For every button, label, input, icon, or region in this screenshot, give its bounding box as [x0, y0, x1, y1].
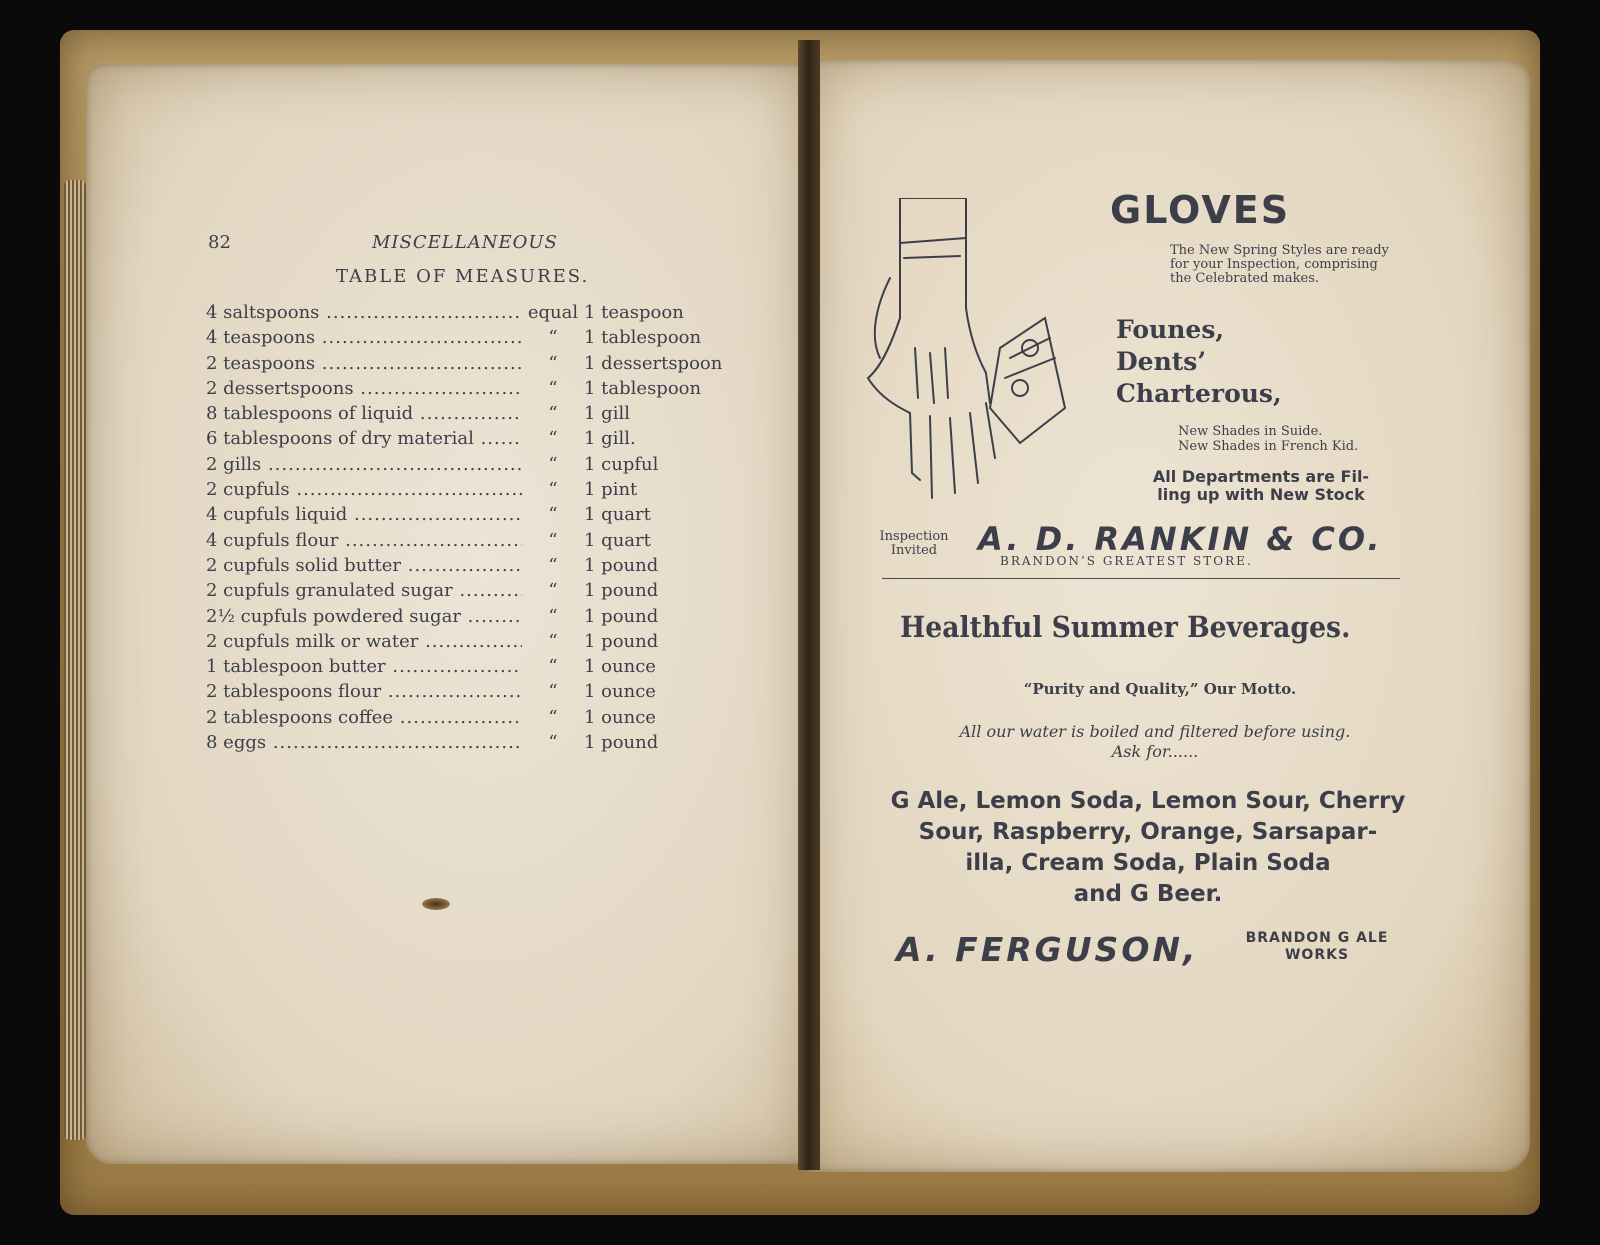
measure-to: 1 gill: [584, 403, 630, 425]
measure-row: [206, 401, 746, 426]
shade-line: New Shades in Suide.: [1178, 424, 1323, 439]
departments-line: ling up with New Stock: [1157, 485, 1365, 504]
measure-to: 1 pint: [584, 479, 638, 501]
measure-from: 2 cupfuls solid butter .....: [206, 553, 522, 578]
measure-row: [206, 300, 746, 325]
measure-row: [206, 553, 746, 578]
measure-from: 4 cupfuls liquid .....: [206, 502, 522, 527]
running-head: MISCELLANEOUS: [372, 232, 558, 253]
measure-from: 2 dessertspoons .....: [206, 376, 522, 401]
measure-row: [206, 730, 746, 755]
beverages-motto: “Purity and Quality,” Our Motto.: [1023, 680, 1297, 698]
measure-row: [206, 426, 746, 451]
measure-eq: “: [548, 630, 558, 652]
measure-to: 1 pound: [584, 580, 659, 602]
measure-row: [206, 629, 746, 654]
measure-to: 1 quart: [584, 529, 651, 551]
gloves-intro: The New Spring Styles are ready for your Inspection, comprising the Celebrated makes.: [1170, 243, 1389, 286]
measures-table: [206, 300, 746, 755]
measure-from: 4 cupfuls flour .....: [206, 528, 522, 553]
ad-divider: [882, 578, 1400, 579]
departments-note: [1136, 468, 1386, 504]
beverages-list: [886, 786, 1410, 910]
measure-eq: “: [548, 681, 558, 703]
glove-make: Dents’: [1116, 347, 1207, 376]
measure-from: 2 cupfuls granulated sugar .....: [206, 578, 522, 603]
glove-illustration: [860, 198, 1070, 518]
measure-from: 4 teaspoons .....: [206, 325, 522, 350]
measure-to: 1 cupful: [584, 453, 659, 475]
measure-row: [206, 477, 746, 502]
measure-eq: “: [548, 453, 558, 475]
measure-from: 8 eggs .....: [206, 730, 522, 755]
glove-makes: [1116, 314, 1282, 410]
measure-eq: “: [548, 529, 558, 551]
rankin-tagline: BRANDON’S GREATEST STORE.: [1000, 554, 1253, 568]
ferguson-company: A. FERGUSON,: [896, 930, 1199, 969]
measure-row: [206, 705, 746, 730]
page-number: 82: [208, 232, 231, 253]
measure-eq: “: [548, 377, 558, 399]
measure-from: 1 tablespoon butter .....: [206, 654, 522, 679]
paper-stain: [422, 898, 450, 910]
measure-from: 2 cupfuls .....: [206, 477, 522, 502]
measure-from: 2 tablespoons flour .....: [206, 679, 522, 704]
measure-to: 1 ounce: [584, 681, 656, 703]
measure-row: [206, 679, 746, 704]
measure-to: 1 ounce: [584, 706, 656, 728]
rankin-company: A. D. RANKIN & CO.: [978, 520, 1383, 558]
measure-to: 1 pound: [584, 630, 659, 652]
departments-line: All Departments are Fil-: [1152, 467, 1370, 486]
measure-to: 1 tablespoon: [584, 327, 702, 349]
measure-eq: “: [548, 352, 558, 374]
measure-eq: “: [548, 580, 558, 602]
measure-eq: “: [548, 504, 558, 526]
measure-row: [206, 604, 746, 629]
measure-eq: “: [548, 479, 558, 501]
measure-eq: “: [548, 327, 558, 349]
measure-eq: “: [548, 656, 558, 678]
measure-eq: “: [548, 706, 558, 728]
measure-to: 1 pound: [584, 605, 659, 627]
beverages-title: Healthful Summer Beverages.: [900, 610, 1351, 644]
measure-row: [206, 578, 746, 603]
measure-eq: “: [548, 428, 558, 450]
inspection-invited: [874, 530, 954, 558]
beverage-line: and G Beer.: [1073, 881, 1223, 907]
measure-to: 1 pound: [584, 732, 659, 754]
inspection-line: Inspection: [879, 529, 949, 544]
inspection-line: Invited: [890, 543, 938, 558]
measure-from: 2 tablespoons coffee .....: [206, 705, 522, 730]
measure-to: 1 dessertspoon: [584, 352, 723, 374]
shade-line: New Shades in French Kid.: [1178, 439, 1359, 454]
measure-row: [206, 351, 746, 376]
measure-from: 2 teaspoons .....: [206, 351, 522, 376]
beverage-line: G Ale, Lemon Soda, Lemon Sour, Cherry: [890, 788, 1406, 814]
measure-to: 1 gill.: [584, 428, 636, 450]
measure-from: 4 saltspoons .....: [206, 300, 522, 325]
measure-row: [206, 452, 746, 477]
book-gutter: [798, 40, 820, 1170]
measure-to: 1 teaspoon: [584, 302, 684, 323]
measure-eq: “: [548, 554, 558, 576]
measure-row: [206, 502, 746, 527]
glove-make: Founes,: [1116, 315, 1225, 344]
measure-to: 1 pound: [584, 554, 659, 576]
table-title: TABLE OF MEASURES.: [336, 266, 590, 287]
measure-to: 1 quart: [584, 504, 651, 526]
measure-from: 2½ cupfuls powdered sugar .....: [206, 604, 522, 629]
measure-row: [206, 654, 746, 679]
glove-shades: [1178, 424, 1358, 454]
beverage-line: illa, Cream Soda, Plain Soda: [965, 850, 1331, 876]
measure-eq: “: [548, 732, 558, 754]
measure-from: 8 tablespoons of liquid .....: [206, 401, 522, 426]
measure-eq: equal: [527, 302, 579, 323]
measure-row: [206, 528, 746, 553]
measure-row: [206, 376, 746, 401]
works-line: BRANDON G ALE: [1245, 930, 1389, 946]
measure-from: 6 tablespoons of dry material .....: [206, 426, 522, 451]
measure-row: [206, 325, 746, 350]
measure-eq: “: [548, 403, 558, 425]
works-line: WORKS: [1284, 947, 1350, 963]
water-line: Ask for......: [1111, 742, 1199, 761]
beverage-line: Sour, Raspberry, Orange, Sarsapar-: [918, 819, 1378, 845]
water-line: All our water is boiled and filtered before using.: [959, 722, 1351, 741]
ferguson-works: [1222, 930, 1412, 964]
measure-to: 1 tablespoon: [584, 377, 702, 399]
measure-from: 2 gills .....: [206, 452, 522, 477]
measure-from: 2 cupfuls milk or water .....: [206, 629, 522, 654]
gloves-title: GLOVES: [1110, 188, 1291, 232]
measure-eq: “: [548, 605, 558, 627]
measure-to: 1 ounce: [584, 656, 656, 678]
beverages-water-note: [920, 722, 1390, 762]
glove-make: Charterous,: [1116, 379, 1282, 408]
page-edges: [64, 180, 86, 1140]
